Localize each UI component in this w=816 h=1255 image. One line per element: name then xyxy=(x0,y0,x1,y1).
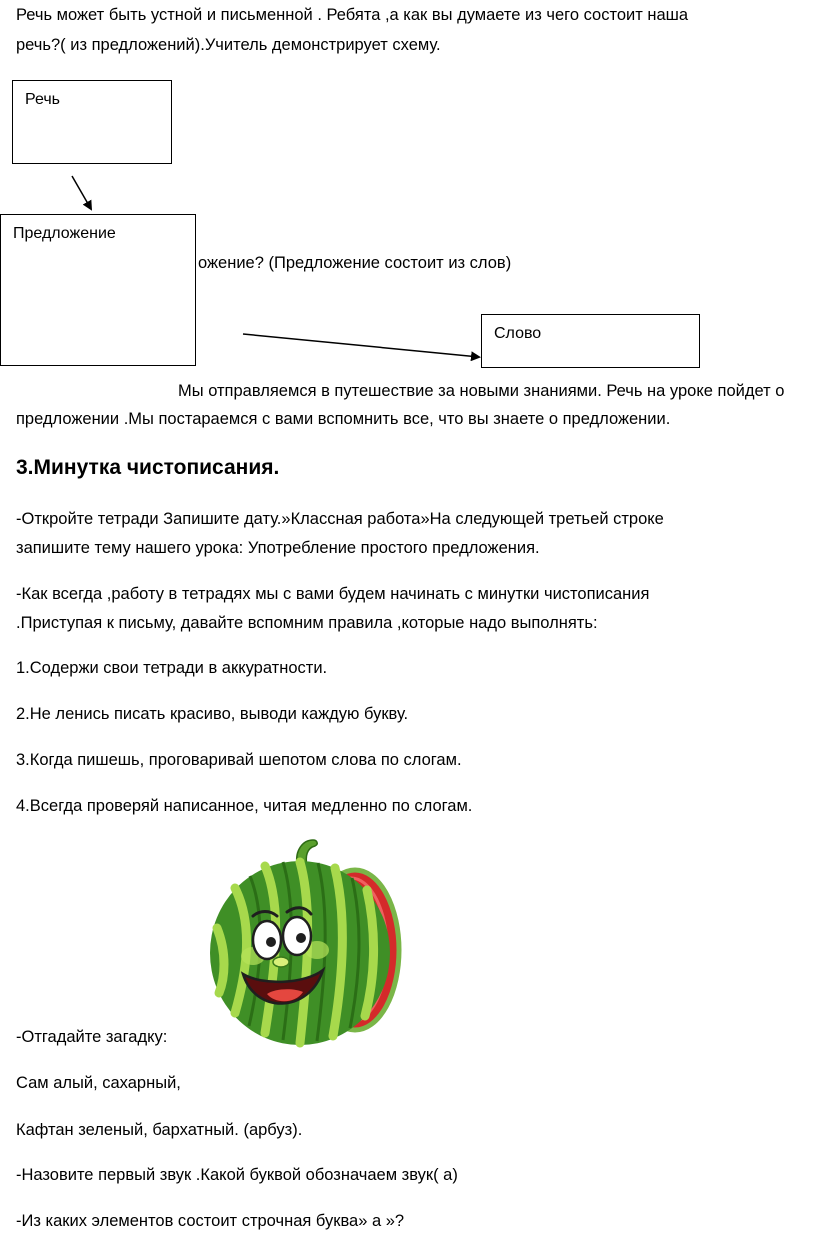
rule-item: 4.Всегда проверяй написанное, читая медленно по слогам. xyxy=(16,797,473,815)
rule-item: 3.Когда пишешь, проговаривай шепотом слова по слогам. xyxy=(16,751,462,769)
diagram-arrows xyxy=(0,0,816,420)
watermelon-illustration xyxy=(205,838,405,1048)
riddle-intro: -Отгадайте загадку: xyxy=(16,1028,168,1046)
arrow-speech-to-sentence xyxy=(72,176,91,209)
question-letter-elements: -Из каких элементов состоит строчная буква» а »? xyxy=(16,1212,405,1230)
paragraph-1-line-2: запишите тему нашего урока: Употребление простого предложения. xyxy=(16,539,540,557)
paragraph-2-line-2: .Приступая к письму, давайте вспомним правила ,которые надо выполнять: xyxy=(16,614,598,632)
diagram-partial-question: ожение? (Предложение состоит из слов) xyxy=(198,254,512,272)
question-first-sound: -Назовите первый звук .Какой буквой обозначаем звук( а) xyxy=(16,1166,458,1184)
diagram-label-word: Слово xyxy=(494,325,542,342)
riddle-line-1: Сам алый, сахарный, xyxy=(16,1074,181,1092)
diagram-label-speech: Речь xyxy=(25,91,61,108)
paragraph-2-line-1: -Как всегда ,работу в тетрадях мы с вами будем начинать с минутки чистописания xyxy=(16,585,650,603)
rule-item: 1.Содержи свои тетради в аккуратности. xyxy=(16,659,328,677)
arrow-sentence-to-word xyxy=(243,334,479,357)
section-heading: 3.Минутка чистописания. xyxy=(16,456,280,479)
journey-line-1: Мы отправляемся в путешествие за новыми знаниями. Речь на уроке пойдет о xyxy=(178,382,785,400)
diagram-label-sentence: Предложение xyxy=(13,225,116,242)
paragraph-1-line-1: -Откройте тетради Запишите дату.»Классная работа»На следующей третьей строке xyxy=(16,510,664,528)
journey-line-2: предложении .Мы постараемся с вами вспомнить все, что вы знаете о предложении. xyxy=(16,410,671,428)
intro-line-1: Речь может быть устной и письменной . Ребята ,а как вы думаете из чего состоит наша xyxy=(16,6,689,24)
rule-item: 2.Не ленись писать красиво, выводи каждую букву. xyxy=(16,705,409,723)
intro-line-2: речь?( из предложений).Учитель демонстрирует схему. xyxy=(16,36,441,54)
riddle-line-2: Кафтан зеленый, бархатный. (арбуз). xyxy=(16,1121,303,1139)
